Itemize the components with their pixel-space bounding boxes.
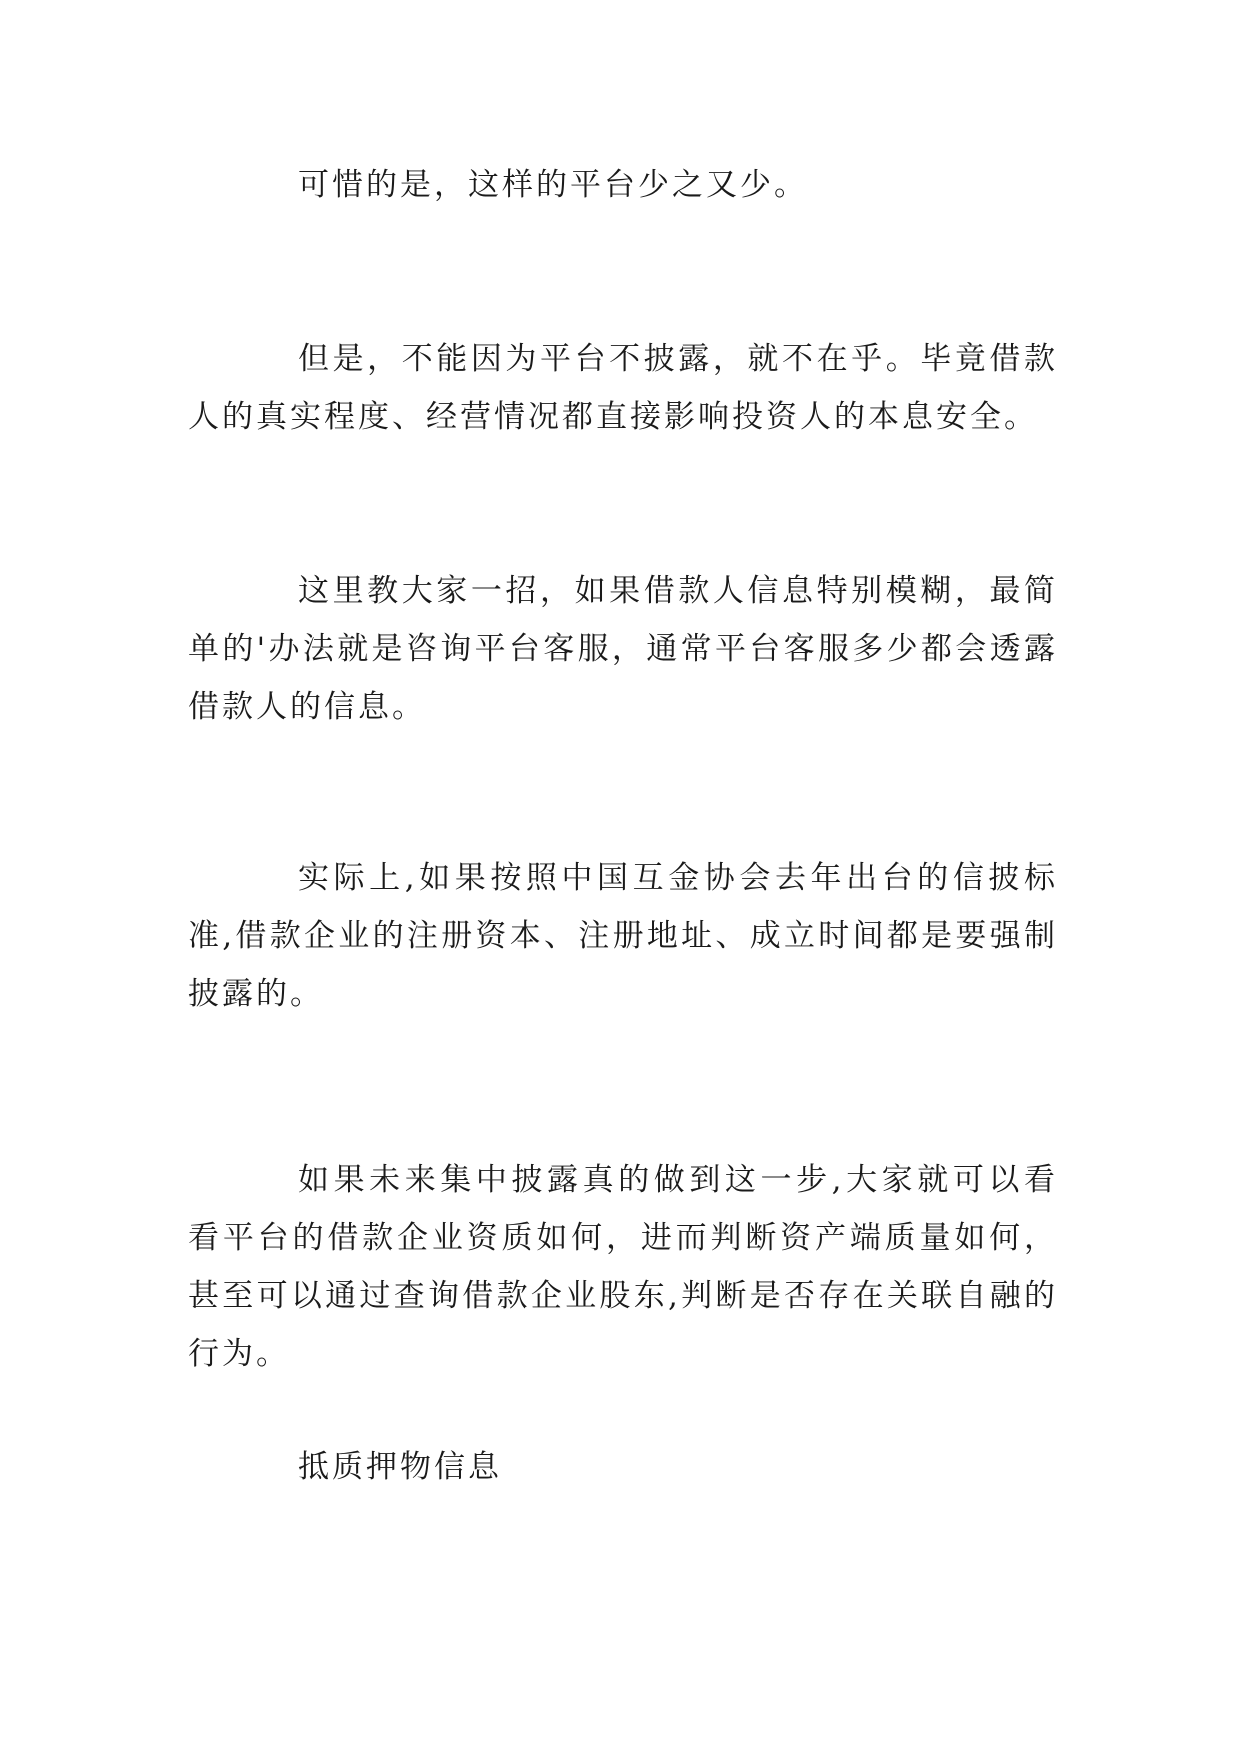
- paragraph-borrower-disclosure: 但是，不能因为平台不披露，就不在乎。毕竟借款人的真实程度、经营情况都直接影响投资人的本息安全。: [188, 341, 1058, 435]
- paragraph-customer-service-tip: 这里教大家一招，如果借款人信息特别模糊，最简单的'办法就是咨询平台客服，通常平台客服多少都会透露借款人的信息。: [188, 573, 1058, 725]
- paragraph-future-disclosure: 如果未来集中披露真的做到这一步,大家就可以看看平台的借款企业资质如何，进而判断资产端质量如何，甚至可以通过查询借款企业股东,判断是否存在关联自融的行为。: [188, 1162, 1058, 1372]
- paragraph-platform-rarity: 可惜的是，这样的平台少之又少。: [298, 167, 808, 203]
- section-heading-collateral: 抵质押物信息: [298, 1449, 502, 1485]
- paragraph-disclosure-standard: 实际上,如果按照中国互金协会去年出台的信披标准,借款企业的注册资本、注册地址、成立时间都是要强制披露的。: [188, 860, 1058, 1012]
